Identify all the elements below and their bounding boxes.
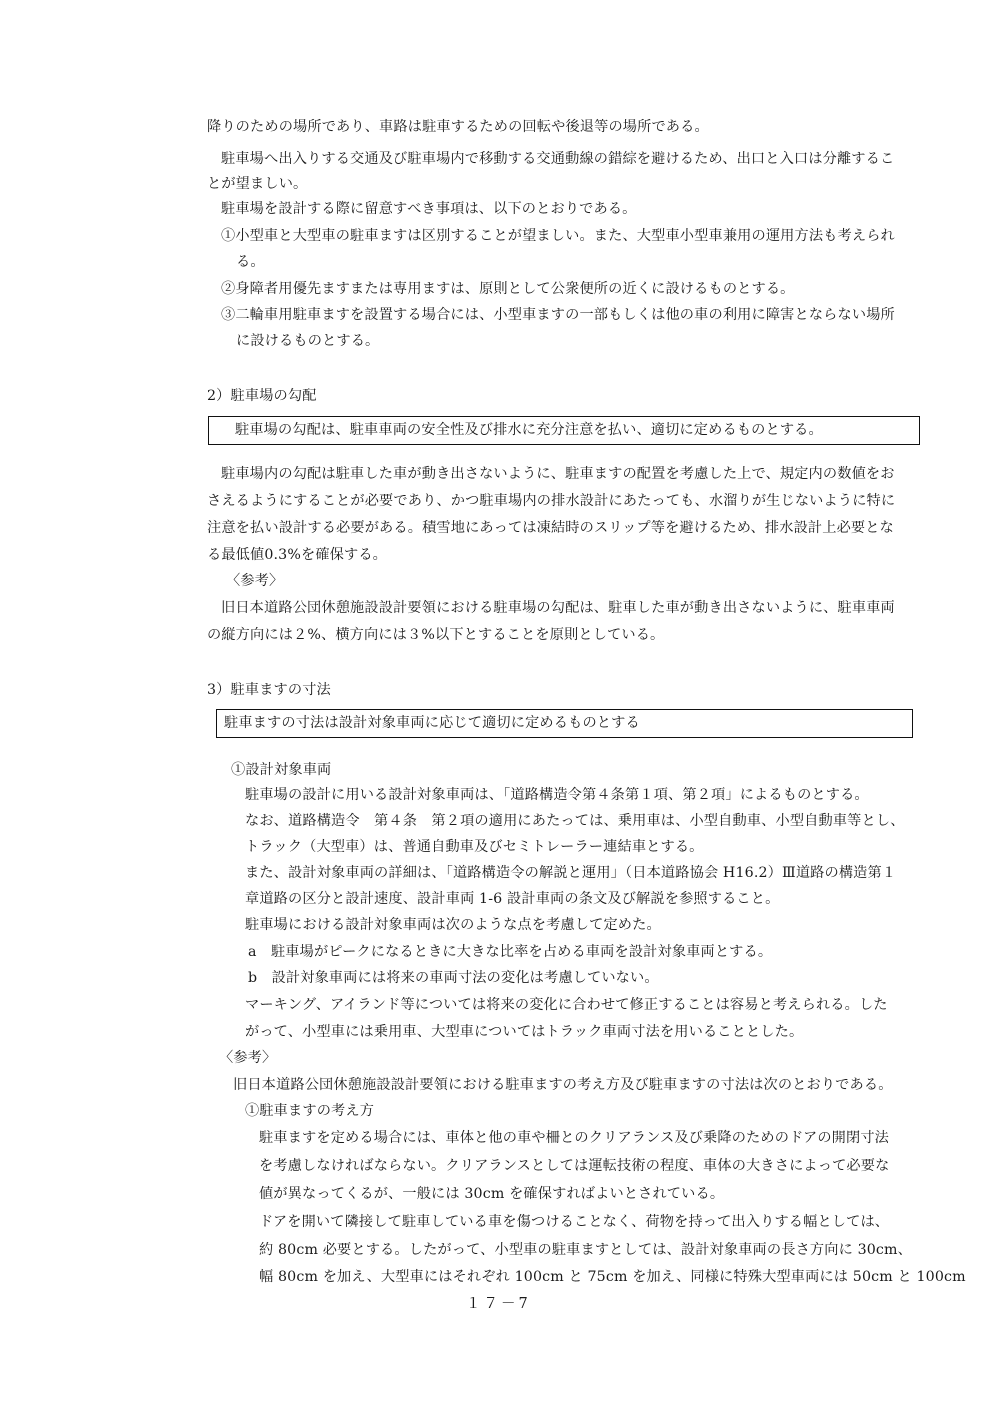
- requirement-text: 駐車ますの寸法は設計対象車両に応じて適切に定めるものとする: [224, 715, 640, 731]
- paragraph-line: なお、道路構造令 第４条 第２項の適用にあたっては、乗用車は、小型自動車、小型自動車等とし、: [245, 813, 905, 829]
- paragraph-line: 旧日本道路公団休憩施設設計要領における駐車場の勾配は、駐車した車が動き出さないように、駐車車両: [221, 600, 895, 616]
- sub-heading: ①設計対象車両: [231, 762, 332, 778]
- paragraph-line: の縦方向には２%、横方向には３%以下とすることを原則としている。: [207, 627, 665, 643]
- paragraph-line: 章道路の区分と設計速度、設計車両 1-6 設計車両の条文及び解説を参照すること。: [245, 891, 780, 907]
- list-item: ②身障者用優先ますまたは専用ますは、原則として公衆便所の近くに設けるものとする。: [221, 281, 795, 297]
- list-item-continuation: る。: [236, 254, 265, 270]
- requirement-text: 駐車場の勾配は、駐車車両の安全性及び排水に充分注意を払い、適切に定めるものとする。: [235, 422, 823, 438]
- section-heading: 2）駐車場の勾配: [207, 388, 317, 404]
- paragraph-line: 駐車ますを定める場合には、車体と他の車や柵とのクリアランス及び乗降のためのドアの開閉寸法: [259, 1130, 890, 1146]
- list-item: b 設計対象車両には将来の車両寸法の変化は考慮していない。: [248, 970, 659, 986]
- paragraph-line: また、設計対象車両の詳細は、「道路構造令の解説と運用」（日本道路協会 H16.2）Ⅲ道路の構造第１: [245, 865, 897, 881]
- paragraph-line: 約 80cm 必要とする。したがって、小型車の駐車ますとしては、設計対象車両の長さ方向に 30cm、: [259, 1242, 912, 1258]
- paragraph-line: とが望ましい。: [207, 176, 308, 192]
- paragraph-line: 旧日本道路公団休憩施設設計要領における駐車ますの考え方及び駐車ますの寸法は次のとおりである。: [233, 1077, 893, 1093]
- reference-label: 〈参考〉: [219, 1050, 277, 1066]
- paragraph-line: がって、小型車には乗用車、大型車についてはトラック車両寸法を用いることとした。: [245, 1024, 804, 1040]
- list-item: a 駐車場がピークになるときに大きな比率を占める車両を設計対象車両とする。: [248, 944, 773, 960]
- paragraph-line: 駐車場における設計対象車両は次のような点を考慮して定めた。: [245, 917, 661, 933]
- paragraph-line: 駐車場の設計に用いる設計対象車両は、「道路構造令第４条第１項、第２項」によるものとする。: [245, 787, 869, 803]
- paragraph-line: 駐車場を設計する際に留意すべき事項は、以下のとおりである。: [221, 201, 637, 217]
- list-item: ①小型車と大型車の駐車ますは区別することが望ましい。また、大型車小型車兼用の運用方法も考えられ: [221, 228, 895, 244]
- paragraph-line: 注意を払い設計する必要がある。積雪地にあっては凍結時のスリップ等を避けるため、排水設計上必要とな: [207, 520, 894, 536]
- sub-heading: ①駐車ますの考え方: [245, 1103, 375, 1119]
- paragraph-line: を考慮しなければならない。クリアランスとしては運転技術の程度、車体の大きさによって必要な: [259, 1158, 890, 1174]
- paragraph-line: マーキング、アイランド等については将来の変化に合わせて修正することは容易と考えられる。した: [245, 997, 888, 1013]
- paragraph-line: 幅 80cm を加え、大型車にはそれぞれ 100cm と 75cm を加え、同様に特殊大型車両には 50cm と 100cm: [259, 1269, 966, 1285]
- section-heading: 3）駐車ますの寸法: [207, 682, 331, 698]
- list-item-continuation: に設けるものとする。: [236, 333, 380, 349]
- paragraph-line: 駐車場内の勾配は駐車した車が動き出さないように、駐車ますの配置を考慮した上で、規定内の数値をお: [221, 466, 895, 482]
- paragraph-line: る最低値0.3%を確保する。: [207, 547, 388, 563]
- paragraph-line: トラック（大型車）は、普通自動車及びセミトレーラー連結車とする。: [245, 839, 704, 855]
- requirement-box: [208, 416, 920, 445]
- paragraph-line: ドアを開いて隣接して駐車している車を傷つけることなく、荷物を持って出入りする幅としては、: [259, 1214, 890, 1230]
- list-item: ③二輪車用駐車ますを設置する場合には、小型車ますの一部もしくは他の車の利用に障害とならない場所: [221, 307, 895, 323]
- reference-label: 〈参考〉: [226, 573, 284, 589]
- requirement-box: [216, 709, 913, 738]
- paragraph-line: 値が異なってくるが、一般には 30cm を確保すればよいとされている。: [259, 1186, 725, 1202]
- paragraph-line: 駐車場へ出入りする交通及び駐車場内で移動する交通動線の錯綜を避けるため、出口と入口は分離するこ: [221, 151, 895, 167]
- paragraph-line: 降りのための場所であり、車路は駐車するための回転や後退等の場所である。: [207, 119, 709, 135]
- paragraph-line: さえるようにすることが必要であり、かつ駐車場内の排水設計にあたっても、水溜りが生じないように特に: [207, 493, 896, 509]
- page-number: １７－7: [466, 1296, 531, 1312]
